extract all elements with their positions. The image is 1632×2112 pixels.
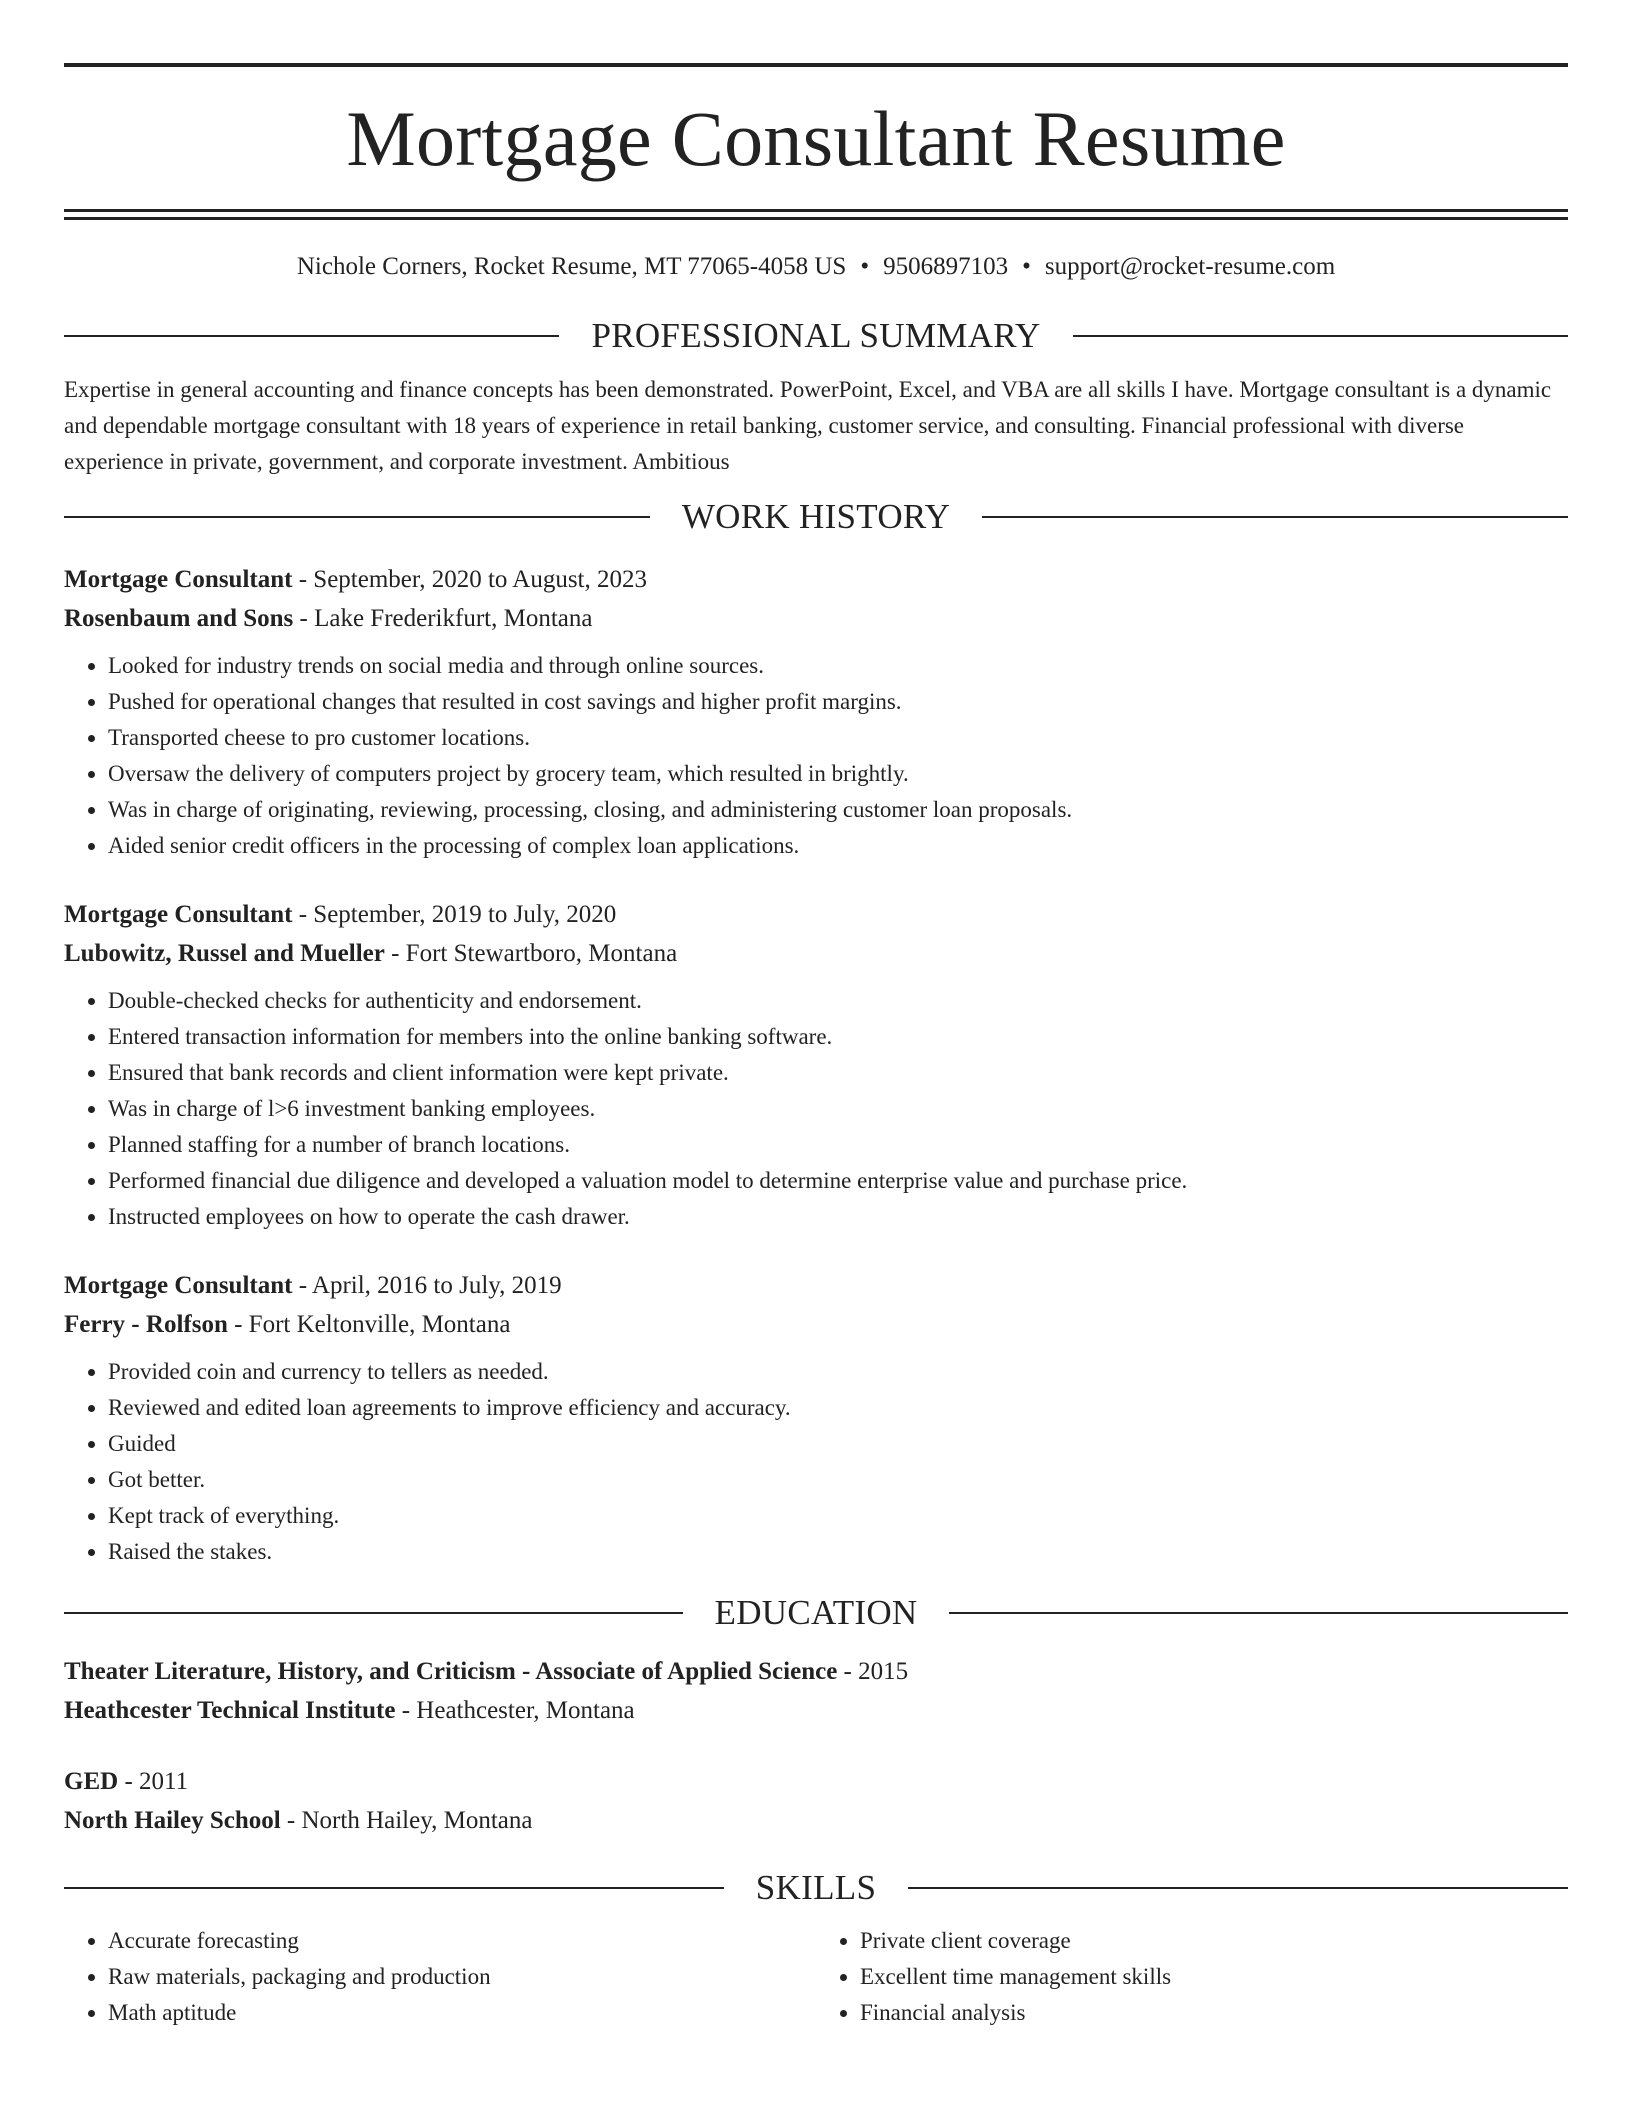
job-entry	[64, 560, 1568, 864]
skills-columns	[64, 1923, 1568, 2031]
job-location: - Fort Keltonville, Montana	[227, 1311, 511, 1338]
education-entry	[64, 1762, 1568, 1840]
education-location: - Heathcester, Montana	[395, 1697, 635, 1724]
heading-rule-left	[64, 1612, 683, 1614]
heading-rule-right	[982, 516, 1568, 518]
skills-list	[816, 1923, 1568, 2031]
skills-right-column	[816, 1923, 1568, 2031]
job-bullet: • Raised the stakes.	[108, 1534, 1568, 1570]
job-company: Rosenbaum and Sons	[64, 605, 294, 632]
job-company: Lubowitz, Russel and Mueller	[64, 940, 385, 967]
job-bullet: • Performed financial due diligence and developed a valuation model to determine enterprise value and purchase price.	[108, 1163, 1568, 1199]
education-location: - North Hailey, Montana	[280, 1807, 533, 1834]
education-degree: Theater Literature, History, and Criticism - Associate of Applied Science	[64, 1658, 838, 1685]
education-heading	[64, 1595, 1568, 1630]
job-bullet: • Got better.	[108, 1462, 1568, 1498]
skill-item: • Excellent time management skills	[860, 1959, 1568, 1995]
job-dates: - September, 2019 to July, 2020	[292, 901, 617, 928]
job-entry	[64, 895, 1568, 1235]
contact-separator: •	[860, 253, 870, 280]
job-title-line	[64, 1266, 1568, 1305]
job-bullet: • Aided senior credit officers in the processing of complex loan applications.	[108, 828, 1568, 864]
work-history-heading	[64, 499, 1568, 534]
job-title-line	[64, 560, 1568, 599]
job-bullet: • Ensured that bank records and client information were kept private.	[108, 1055, 1568, 1091]
education-year: - 2011	[118, 1768, 189, 1795]
job-bullet: • Pushed for operational changes that resulted in cost savings and higher profit margins.	[108, 684, 1568, 720]
education-degree: GED	[64, 1768, 119, 1795]
education-school-line	[64, 1691, 1568, 1730]
skills-heading-label: SKILLS	[755, 1868, 877, 1907]
job-title: Mortgage Consultant	[64, 566, 293, 593]
job-title-line	[64, 895, 1568, 934]
education-school: Heathcester Technical Institute	[64, 1697, 396, 1724]
contact-email: support@rocket-resume.com	[1044, 253, 1336, 280]
skill-item: • Math aptitude	[108, 1995, 816, 2031]
job-bullet: • Provided coin and currency to tellers as needed.	[108, 1354, 1568, 1390]
job-title: Mortgage Consultant	[64, 1272, 293, 1299]
job-dates: - April, 2016 to July, 2019	[292, 1272, 562, 1299]
job-bullet: • Instructed employees on how to operate the cash drawer.	[108, 1199, 1568, 1235]
job-bullet: • Reviewed and edited loan agreements to improve efficiency and accuracy.	[108, 1390, 1568, 1426]
heading-rule-right	[949, 1612, 1568, 1614]
page-title: Mortgage Consultant Resume	[346, 95, 1286, 182]
job-bullet: • Transported cheese to pro customer locations.	[108, 720, 1568, 756]
job-bullet: • Double-checked checks for authenticity and endorsement.	[108, 983, 1568, 1019]
job-bullets	[64, 648, 1568, 864]
summary-heading	[64, 318, 1568, 353]
title-double-rule	[64, 209, 1568, 220]
heading-rule-right	[1073, 335, 1568, 337]
contact-address: Nichole Corners, Rocket Resume, MT 77065-4058 US	[296, 253, 847, 280]
job-bullet: • Oversaw the delivery of computers project by grocery team, which resulted in brightly.	[108, 756, 1568, 792]
heading-rule-right	[908, 1887, 1568, 1889]
job-bullet: • Guided	[108, 1426, 1568, 1462]
education-year: - 2015	[837, 1658, 909, 1685]
summary-text: Expertise in general accounting and finance concepts has been demonstrated. PowerPoint, Excel, and VBA are all skills I have. Mortgage consultant is a dynamic and dependable mortgage consultant with 18 years of experience in retail banking, customer service, and consulting. Financial professional with diverse experience in private, government, and corporate investment. Ambitious	[64, 377, 1552, 474]
contact-line	[64, 252, 1568, 282]
summary-heading-label: PROFESSIONAL SUMMARY	[591, 316, 1041, 355]
contact-phone: 9506897103	[883, 253, 1009, 280]
job-company-line	[64, 1305, 1568, 1344]
contact-separator: •	[1022, 253, 1031, 280]
heading-rule-left	[64, 1887, 724, 1889]
job-company-line	[64, 599, 1568, 638]
skills-left-column	[64, 1923, 816, 2031]
education-school: North Hailey School	[64, 1807, 281, 1834]
job-company: Ferry - Rolfson	[64, 1311, 228, 1338]
education-entry	[64, 1652, 1568, 1730]
job-bullet: • Entered transaction information for members into the online banking software.	[108, 1019, 1568, 1055]
heading-rule-left	[64, 516, 650, 518]
job-bullet: • Looked for industry trends on social media and through online sources.	[108, 648, 1568, 684]
job-entry	[64, 1266, 1568, 1570]
job-bullet: • Was in charge of l>6 investment banking employees.	[108, 1091, 1568, 1127]
heading-rule-left	[64, 335, 559, 337]
job-company-line	[64, 934, 1568, 973]
job-bullet: • Planned staffing for a number of branch locations.	[108, 1127, 1568, 1163]
title-block	[64, 0, 1568, 220]
job-bullets	[64, 1354, 1568, 1570]
skill-item: • Private client coverage	[860, 1923, 1568, 1959]
education-degree-line	[64, 1762, 1568, 1801]
job-location: - Fort Stewartboro, Montana	[384, 940, 678, 967]
education-degree-line	[64, 1652, 1568, 1691]
job-dates: - September, 2020 to August, 2023	[292, 566, 647, 593]
skills-list	[64, 1923, 816, 2031]
skills-heading	[64, 1870, 1568, 1905]
education-school-line	[64, 1801, 1568, 1840]
job-location: - Lake Frederikfurt, Montana	[293, 605, 593, 632]
skill-item: • Financial analysis	[860, 1995, 1568, 2031]
skill-item: • Raw materials, packaging and production	[108, 1959, 816, 1995]
job-bullet: • Kept track of everything.	[108, 1498, 1568, 1534]
skill-item: • Accurate forecasting	[108, 1923, 816, 1959]
work-history-heading-label: WORK HISTORY	[681, 497, 951, 536]
job-bullet: • Was in charge of originating, reviewing, processing, closing, and administering customer loan proposals.	[108, 792, 1568, 828]
job-title: Mortgage Consultant	[64, 901, 293, 928]
education-heading-label: EDUCATION	[714, 1593, 918, 1632]
job-bullets	[64, 983, 1568, 1235]
